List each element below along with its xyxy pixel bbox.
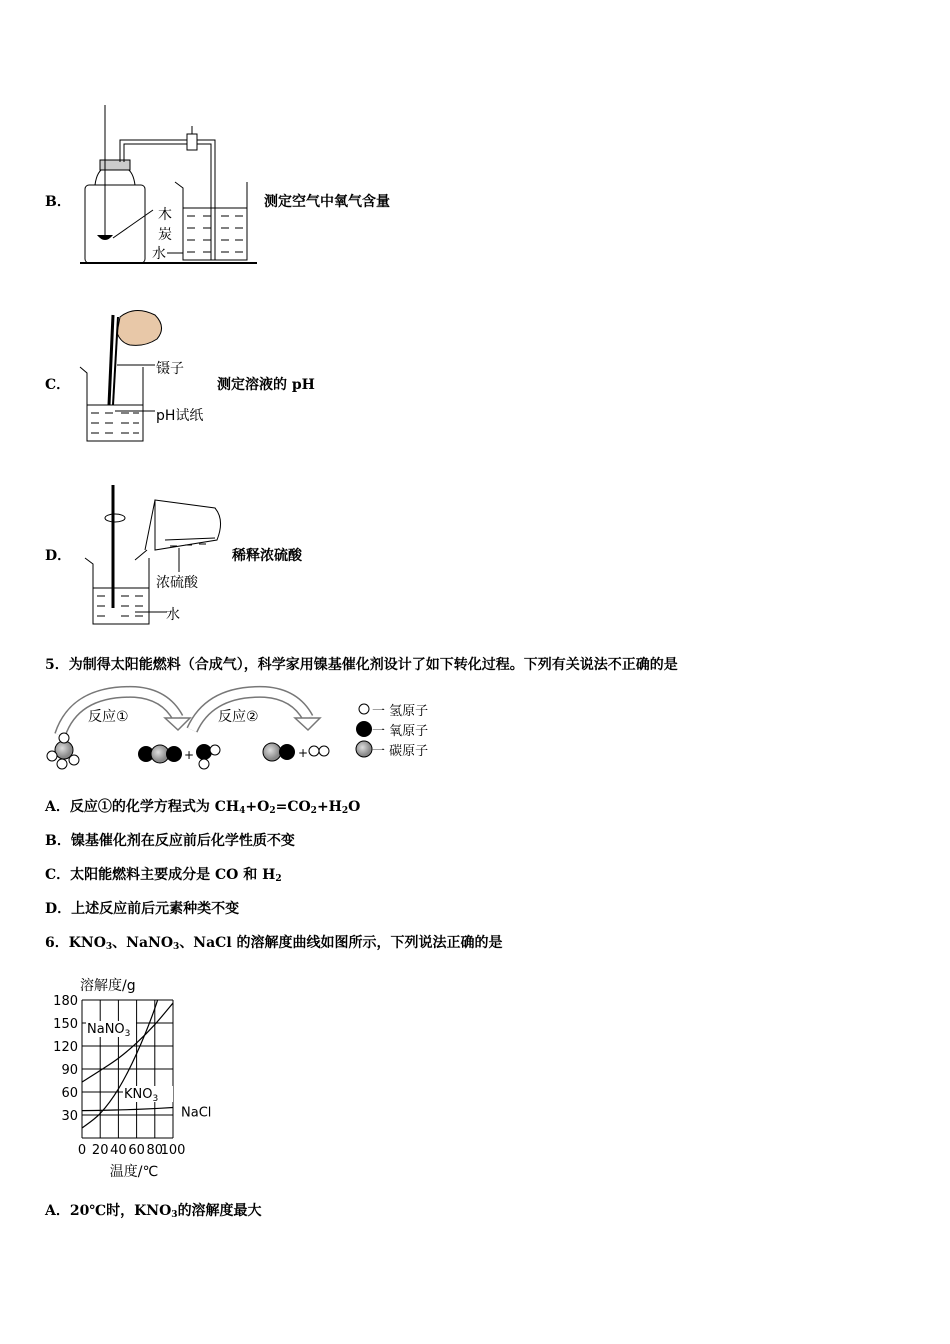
legend-carbon: 一 碳原子 — [372, 744, 429, 759]
y-tick-label: 150 — [53, 1017, 78, 1032]
label-charcoal-1: 木 — [158, 207, 172, 223]
reaction-2-label: 反应② — [218, 709, 259, 725]
series-label-nacl: NaCl — [181, 1105, 212, 1121]
y-tick-label: 30 — [61, 1109, 78, 1124]
y-tick-label: 60 — [61, 1086, 78, 1101]
reaction-1-label: 反应① — [88, 709, 129, 725]
y-tick-label: 180 — [53, 994, 78, 1009]
option-b-caption: 测定空气中氧气含量 — [264, 194, 390, 210]
option-c-caption: 测定溶液的 pH — [217, 377, 315, 393]
legend-oxygen: 一 氧原子 — [372, 724, 429, 739]
y-tick-label: 90 — [61, 1063, 78, 1078]
option-b-letter: B． — [45, 194, 71, 210]
oxygen-measurement-apparatus — [75, 100, 265, 270]
label-conc-sulfuric-acid: 浓硫酸 — [156, 575, 198, 591]
x-tick-label: 80 — [146, 1143, 164, 1158]
svg-text:+: + — [298, 746, 309, 760]
y-axis-label: 溶解度/g — [80, 978, 136, 994]
svg-text:+: + — [184, 748, 195, 762]
q6-option-a: A．20℃时，$KNO_3$的溶解度最大 — [45, 1203, 262, 1220]
series-label-nano3: NaNO$_3$ — [87, 1022, 131, 1039]
legend-hydrogen: 一 氢原子 — [372, 704, 429, 719]
q5-option-d: D．上述反应前后元素种类不变 — [45, 901, 240, 917]
x-tick-label: 0 — [77, 1143, 87, 1158]
label-charcoal-2: 炭 — [158, 227, 172, 243]
option-c-letter: C． — [45, 377, 71, 393]
series-label-kno3: $KNO_3$ — [124, 1087, 159, 1104]
x-axis-label: 温度/℃ — [109, 1164, 159, 1180]
label-tweezers: 镊子 — [156, 361, 184, 377]
option-d-letter: D． — [45, 548, 72, 564]
x-tick-label: 40 — [110, 1143, 127, 1158]
q5-option-c: C．太阳能燃料主要成分是 CO 和 $H_2$ — [45, 867, 282, 884]
x-tick-label: 100 — [160, 1143, 186, 1158]
y-tick-label: 120 — [53, 1040, 78, 1055]
solubility-chart — [40, 970, 240, 1185]
label-ph-paper: pH试纸 — [156, 408, 204, 424]
ph-measurement-apparatus — [75, 305, 165, 447]
q5-option-a: A．反应①的化学方程式为 $CH_4+O_2=CO_2+H_2O$ — [45, 799, 361, 816]
x-tick-label: 60 — [128, 1143, 145, 1158]
q5-option-b: B．镍基催化剂在反应前后化学性质不变 — [45, 833, 295, 849]
x-tick-label: 20 — [91, 1143, 109, 1158]
label-water-b: 水 — [152, 246, 166, 262]
series-line-nacl — [82, 1107, 173, 1110]
label-water-d: 水 — [166, 607, 180, 623]
question-6-stem: 6．$KNO_3$、NaNO$_3$、NaCl 的溶解度曲线如图所示，下列说法正确的是 — [45, 935, 503, 952]
series-line-nano3 — [82, 1003, 173, 1082]
question-5-stem: 5．为制得太阳能燃料（合成气），科学家用镍基催化剂设计了如下转化过程。下列有关说法不正确的是 — [45, 657, 678, 673]
acid-dilution-apparatus — [75, 480, 230, 630]
option-d-caption: 稀释浓硫酸 — [232, 548, 302, 564]
